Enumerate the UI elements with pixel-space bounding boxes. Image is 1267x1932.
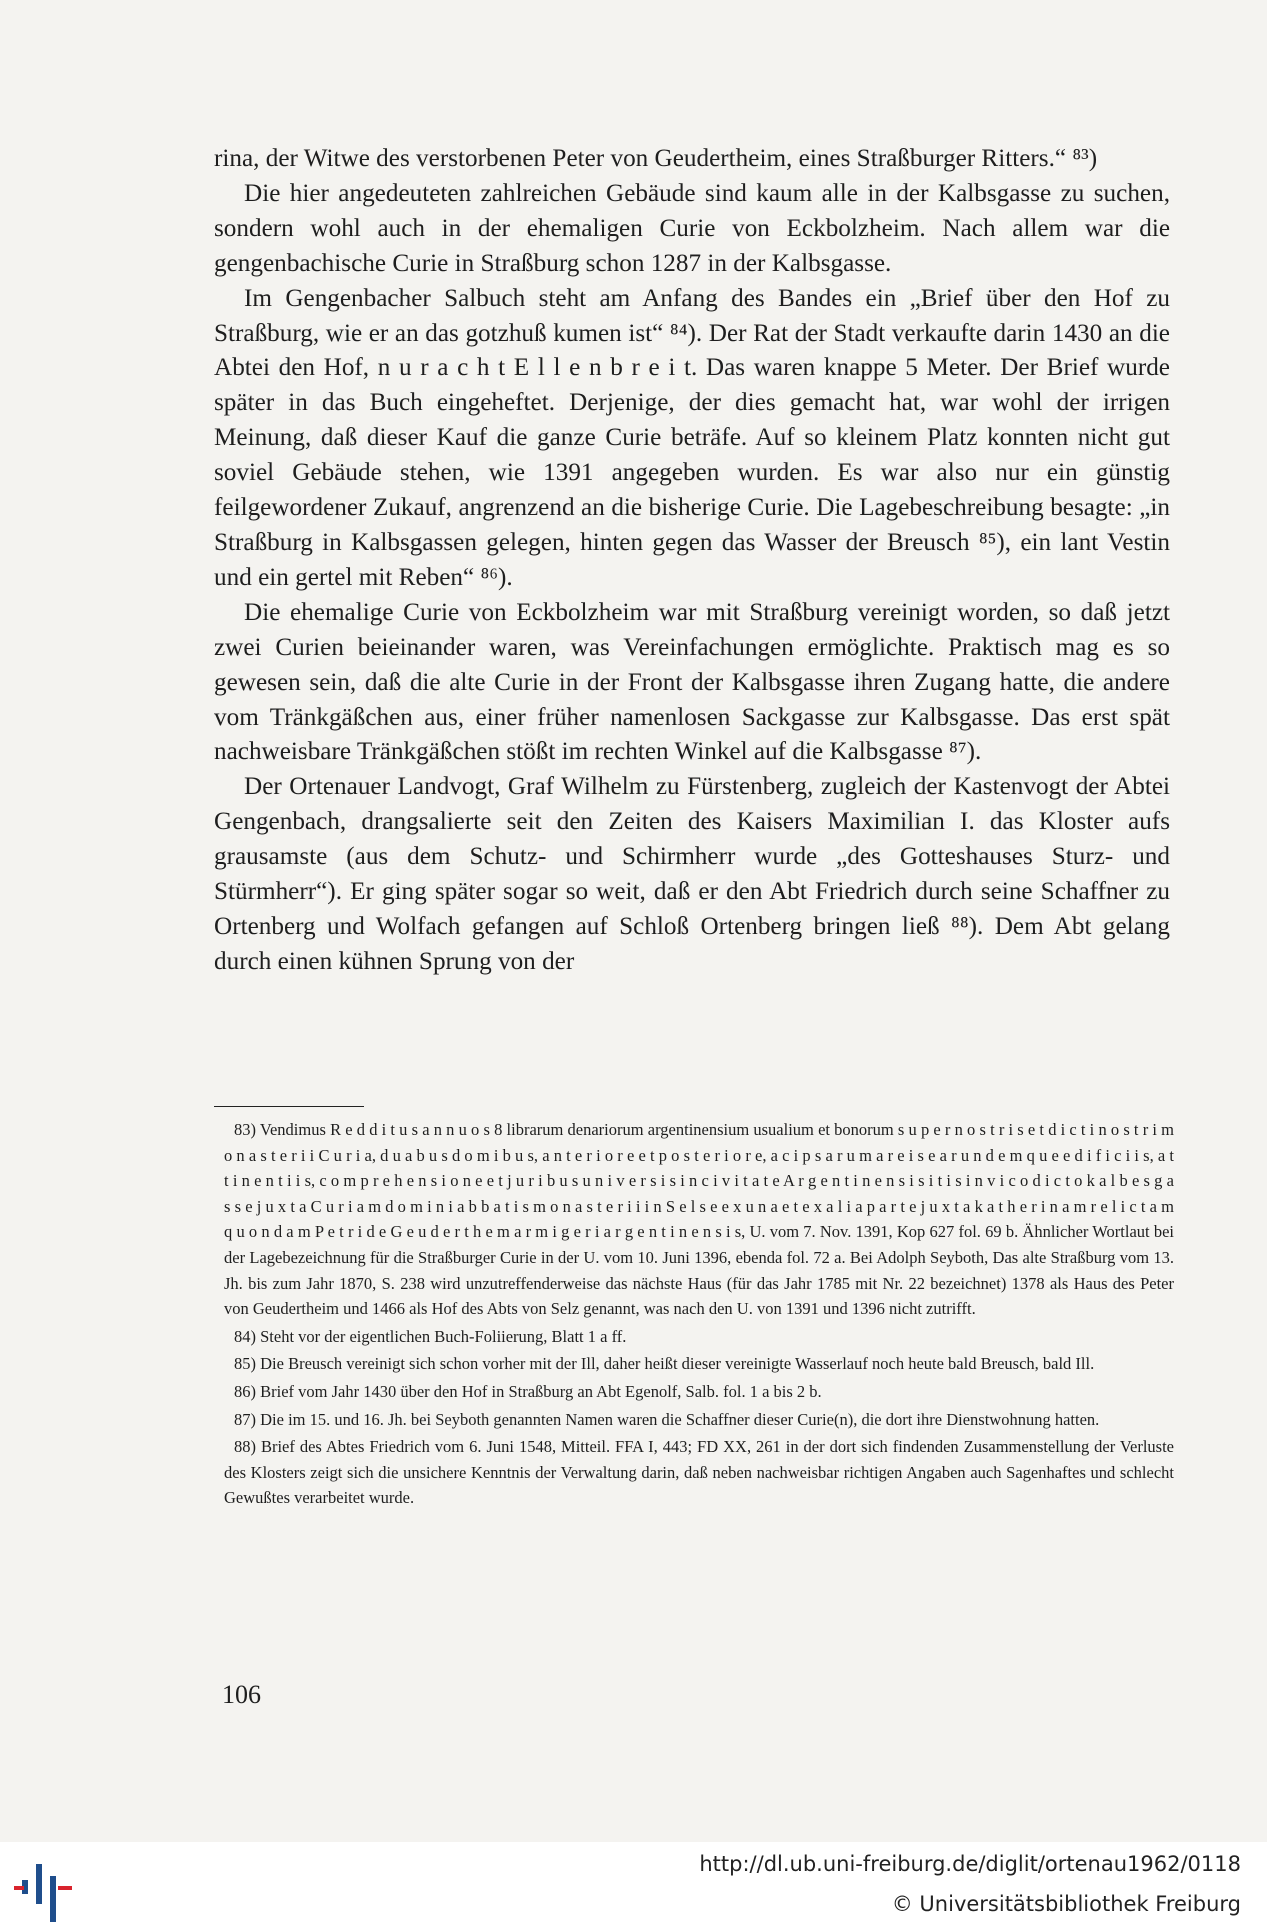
paragraph: Die ehemalige Curie von Eckbolzheim war mit Straßburg vereinigt worden, so daß jetzt zwei Curien beieinander waren, was Vereinfachungen ermöglichte. Praktisch mag es so gewesen sein, daß die alte Curie in der Front der Kalbsgasse ihren Zugang hatte, die andere vom Tränkgäßchen aus, einer früher namenlosen Sackgasse zur Kalbsgasse. Das erst spät nachweisbare Tränkgäßchen stößt im rechten Winkel auf die Kalbsgasse ⁸⁷). — [214, 598, 1170, 766]
ub-freiburg-logo-icon[interactable] — [14, 1854, 80, 1924]
footnote: 84) Steht vor der eigentlichen Buch-Foliierung, Blatt 1 a ff. — [234, 1326, 627, 1346]
source-url-link[interactable]: http://dl.ub.uni-freiburg.de/diglit/ortenau1962/0118 — [699, 1852, 1241, 1876]
footnote: 86) Brief vom Jahr 1430 über den Hof in Straßburg an Abt Egenolf, Salb. fol. 1 a bis 2 b. — [234, 1381, 822, 1401]
paragraph: rina, der Witwe des verstorbenen Peter von Geudertheim, eines Straßburger Ritters.“ ⁸³) — [214, 145, 1098, 172]
paragraph: Die hier angedeuteten zahlreichen Gebäude sind kaum alle in der Kalbsgasse zu suchen, sondern wohl auch in der ehemaligen Curie von Eckbolzheim. Nach allem war die gengenbachische Curie in Straßburg schon 1287 in der Kalbsgasse. — [214, 179, 1170, 277]
paragraph: Im Gengenbacher Salbuch steht am Anfang des Bandes ein „Brief über den Hof zu Straßburg, wie er an das gotzhuß kumen ist“ ⁸⁴). Der Rat der Stadt verkaufte darin 1430 an die Abtei den Hof, n u r a c h t E l l e n b r e i t. Das waren knappe 5 Meter. Der Brief wurde später in das Buch eingeheftet. Derjenige, der dies gemacht hat, war wohl der irrigen Meinung, daß dieser Kauf die ganze Curie beträfe. Auf so kleinem Platz konnten nicht gut soviel Gebäude stehen, wie 1391 angegeben wurden. Es war also nur ein günstig feilgewordener Zukauf, angrenzend an die bisherige Curie. Die Lagebeschreibung besagte: „in Straßburg in Kalbsgassen gelegen, hinten gegen das Wasser der Breusch ⁸⁵), ein lant Vestin und ein gertel mit Reben“ ⁸⁶). — [214, 284, 1170, 591]
footer-bar — [0, 1842, 1267, 1932]
footnote: 85) Die Breusch vereinigt sich schon vorher mit der Ill, daher heißt dieser vereinigte Wasserlauf noch heute bald Breusch, bald Ill. — [234, 1354, 1095, 1374]
footnote-divider — [214, 1106, 364, 1107]
paragraph: Der Ortenauer Landvogt, Graf Wilhelm zu Fürstenberg, zugleich der Kastenvogt der Abtei Gengenbach, drangsalierte seit den Zeiten des Kaisers Maximilian I. das Kloster aufs grausamste (aus dem Schutz- und Schirmherr wurde „des Gotteshauses Sturz- und Stürmherr“). Er ging später sogar so weit, daß er den Abt Friedrich durch seine Schaffner zu Ortenberg und Wolfach gefangen auf Schloß Ortenberg bringen ließ ⁸⁸). Dem Abt gelang durch einen kühnen Sprung von der — [214, 773, 1170, 975]
copyright-text: © Universitätsbibliothek Freiburg — [891, 1892, 1241, 1916]
footnotes — [224, 1117, 1174, 1513]
footnote: 88) Brief des Abtes Friedrich vom 6. Juni 1548, Mitteil. FFA I, 443; FD XX, 261 in der dort sich findenden Zusammenstellung der Verluste des Klosters zeigt sich die unsichere Kenntnis der Verwaltung darin, daß neben nachweisbar richtigen Angaben auch Sagenhaftes und schlecht Gewußtes verarbeitet wurde. — [224, 1437, 1174, 1508]
footnote: 83) Vendimus R e d d i t u s a n n u o s 8 librarum denariorum argentinensium usualium et bonorum s u p e r n o s t r i s e t d i c t i n o s t r i m o n a s t e r i i C u r i a, d u a b u s d o m i b u s, a n t e r i o r e e t p o s t e r i o r e, a c i p s a r u m a r e i s e a r u n d e m q u e e d i f i c i i s, a t t i n e n t i i s, c o m p r e h e n s i o n e e t j u r i b u s u n i v e r s i s i n c i v i t a t e A r g e n t i n e n s i s i t i s i n v i c o d i c t o k a l b e s g a s s e j u x t a C u r i a m d o m i n i a b b a t i s m o n a s t e r i i i n S e l s e e x u n a e t e x a l i a p a r t e j u x t a k a t h e r i n a m r e l i c t a m q u o n d a m P e t r i d e G e u d e r t h e m a r m i g e r i a r g e n t i n e n s i s, U. vom 7. Nov. 1391, Kop 627 fol. 69 b. Ähnlicher Wortlaut bei der Lagebezeichnung für die Straßburger Curie in der U. vom 10. Juni 1396, ebenda fol. 72 a. Bei Adolph Seyboth, Das alte Straßburg vom 13. Jh. bis zum Jahr 1870, S. 238 wird unzutreffenderweise das nächste Haus (für das Jahr 1785 mit Nr. 22 bezeichnet) 1378 als Haus des Peter von Geudertheim und 1466 als Hof des Abts von Selz genannt, was nach den U. von 1391 und 1396 nicht zutrifft. — [224, 1120, 1174, 1319]
footnote: 87) Die im 15. und 16. Jh. bei Seyboth genannten Namen waren die Schaffner dieser Curie(n), die dort ihre Dienstwohnung hatten. — [234, 1409, 1100, 1429]
page-number: 106 — [222, 1680, 261, 1709]
body-text — [214, 142, 1170, 980]
